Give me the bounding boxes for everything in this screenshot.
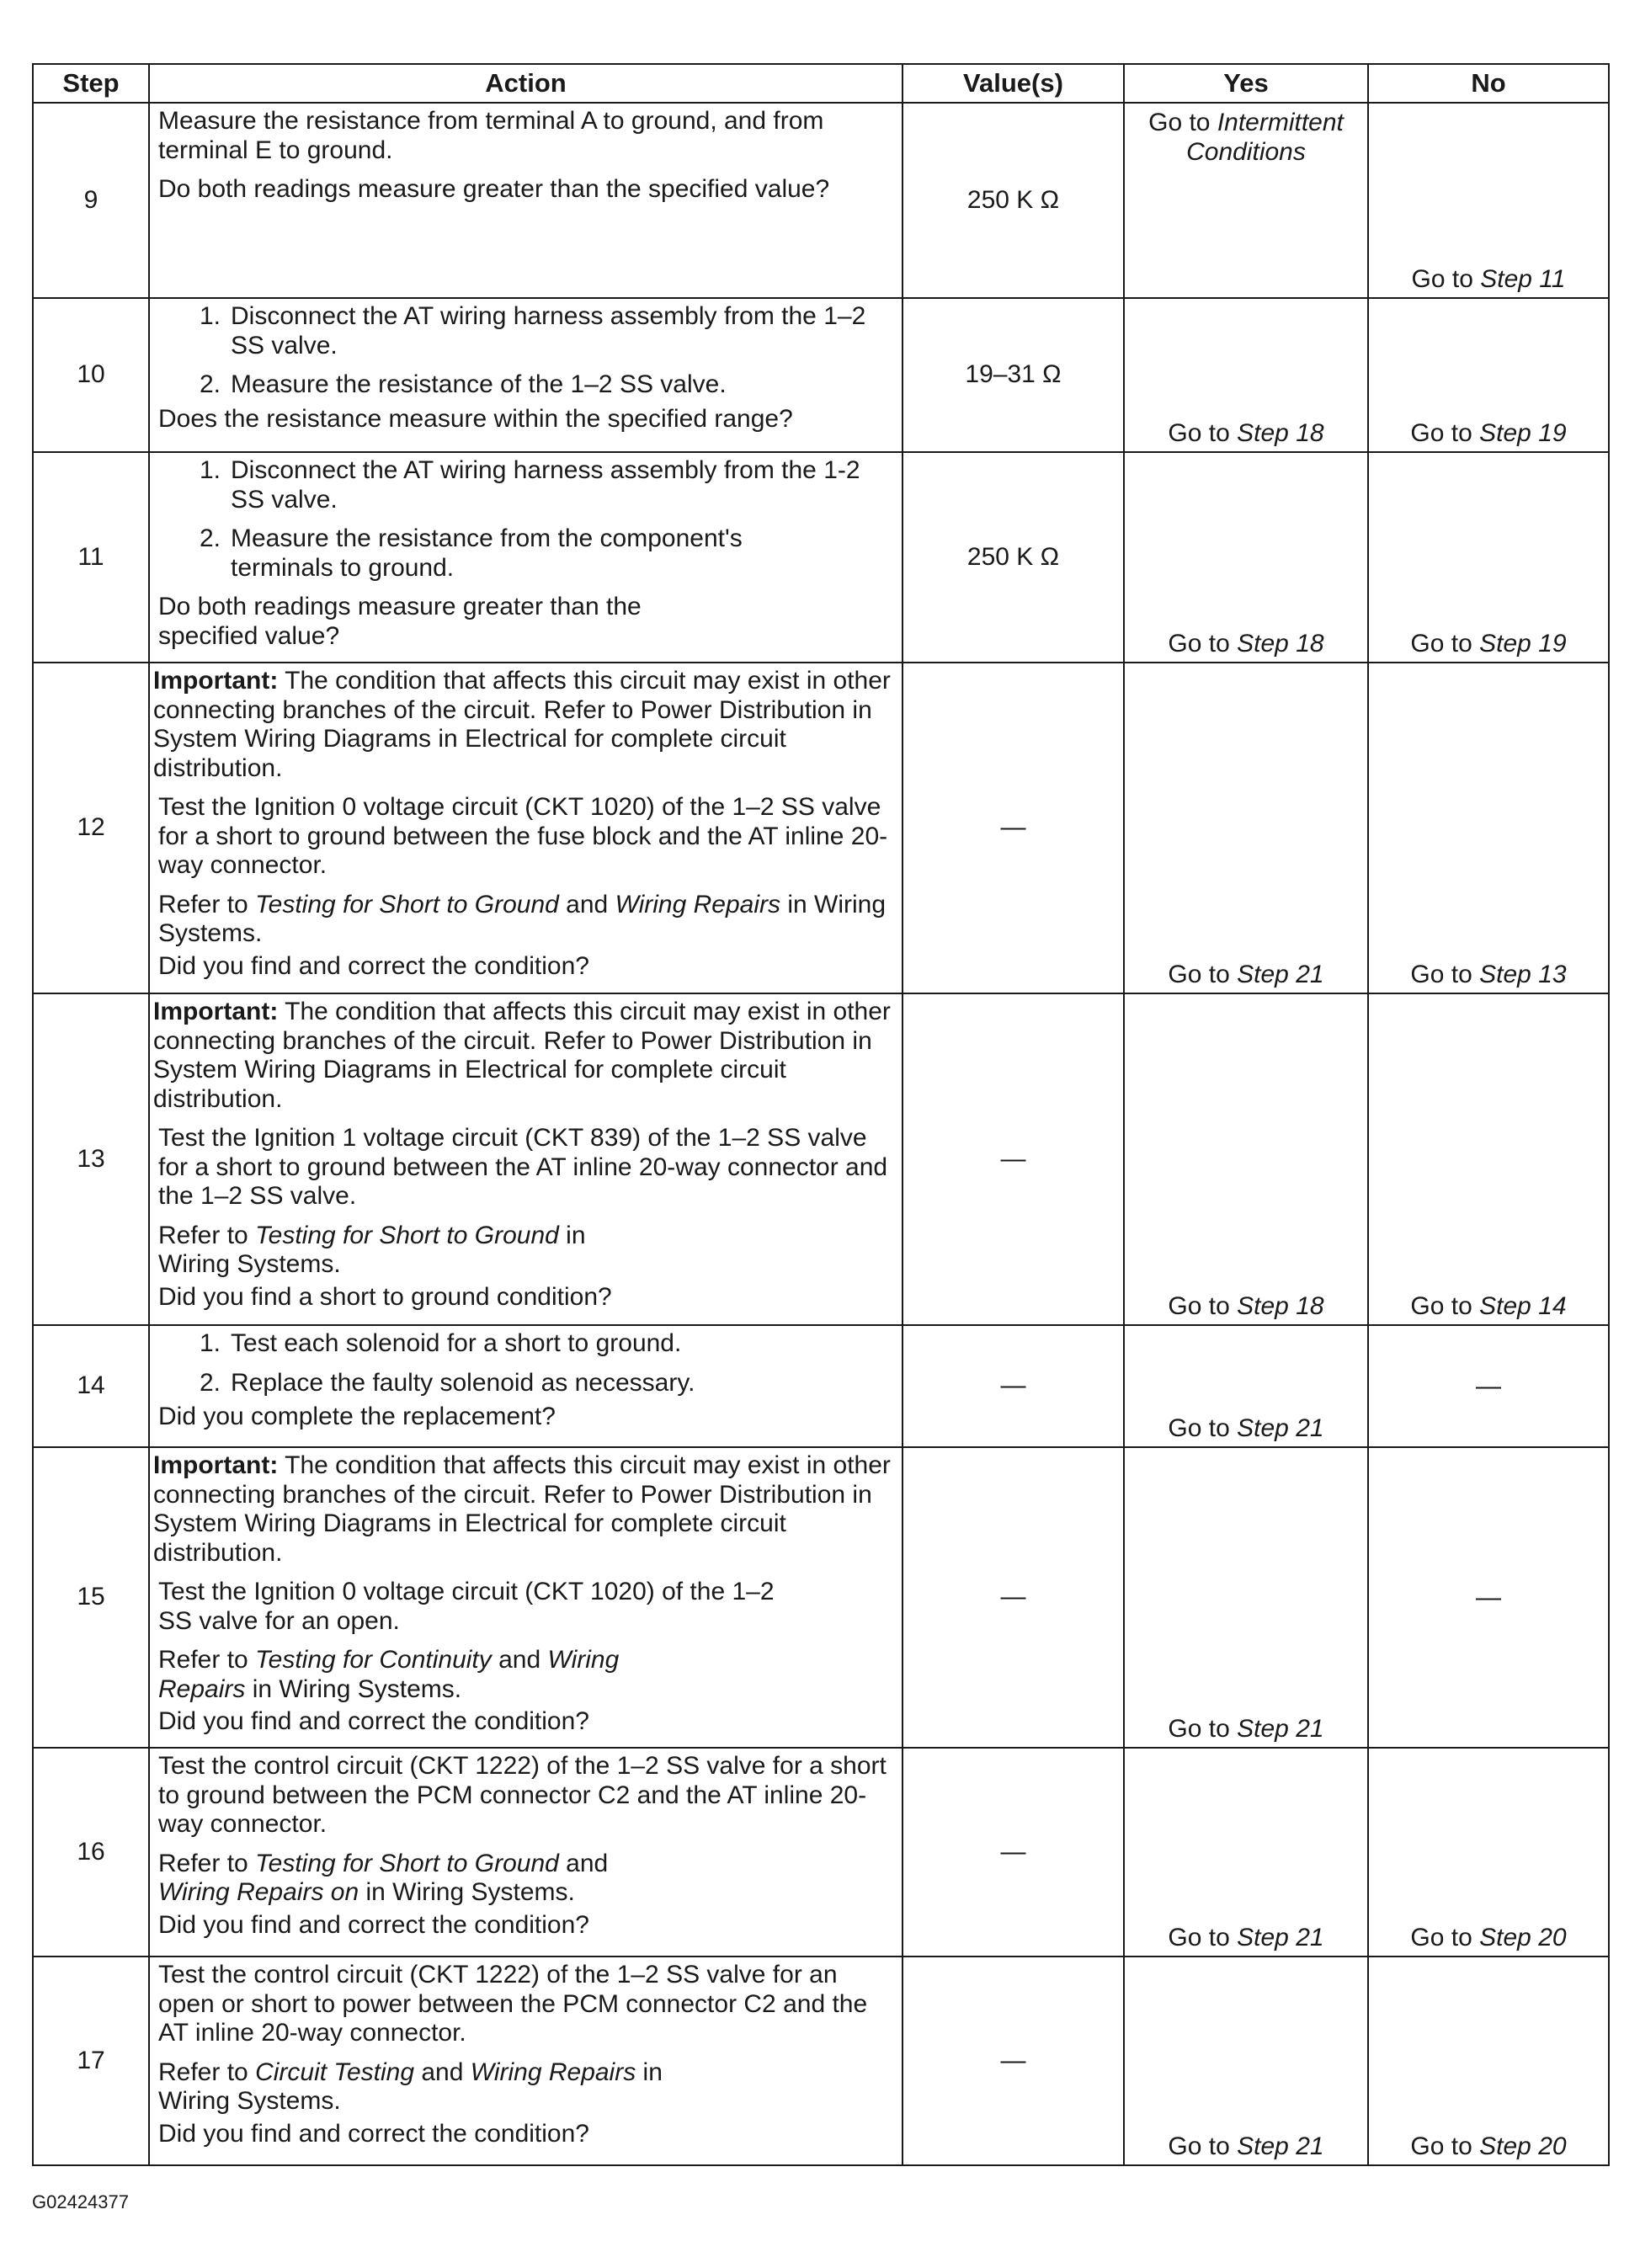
step-number: 10 [33,298,149,452]
action-question: Did you find and correct the condition? [158,951,589,980]
no-cell [1368,452,1609,663]
action-reference: Refer to Testing for Short to Ground in Wiring Systems. [158,1221,586,1278]
yes-cell [1124,103,1368,298]
list-item: 2. Replace the faulty solenoid as necessary. [199,1368,695,1397]
yes-cell [1124,663,1368,993]
value-cell: 250 K Ω [903,103,1124,298]
table-row [33,993,1609,1325]
value-cell: — [903,663,1124,993]
yes-result: Go to Step 21 [1168,960,1324,988]
step-number: 12 [33,663,149,993]
action-cell [149,298,903,452]
table-row [33,1325,1609,1447]
header-action: Action [149,64,903,103]
list-item: 1. Disconnect the AT wiring harness assembly from the 1-2 SS valve. [199,456,860,514]
no-cell [1368,663,1609,993]
table-row [33,663,1609,993]
yes-cell [1124,298,1368,452]
action-cell [149,452,903,663]
action-reference: Refer to Testing for Short to Ground and Wiring Repairs on in Wiring Systems. [158,1849,609,1906]
action-cell [149,663,903,993]
step-number: 11 [33,452,149,663]
yes-result: Go to Step 18 [1168,418,1324,447]
value-cell: 19–31 Ω [903,298,1124,452]
important-note: Important: The condition that affects this circuit may exist in other connecting branches of the circuit. Refer to Power Distribution in System Wiring Diagrams in Electrical for complete circuit distribution. [153,667,891,782]
value-cell: — [903,1748,1124,1957]
action-text: Test the control circuit (CKT 1222) of the 1–2 SS valve for an open or short to power between the PCM connector C2 and the AT inline 20-way connector. [158,1961,868,2047]
value-cell: — [903,1447,1124,1748]
table-row [33,1748,1609,1957]
step-number: 16 [33,1748,149,1957]
no-cell [1368,993,1609,1325]
step-number: 9 [33,103,149,298]
action-cell [149,1447,903,1748]
header-yes: Yes [1124,64,1368,103]
action-text: Test the Ignition 1 voltage circuit (CKT 839) of the 1–2 SS valve for a short to ground between the AT inline 20-way connector and the 1–2 SS valve. [158,1124,888,1210]
yes-result: Go to Step 21 [1168,1923,1324,1951]
action-reference: Refer to Testing for Continuity and Wiring Repairs in Wiring Systems. [158,1646,620,1703]
list-item: 2. Measure the resistance of the 1–2 SS valve. [199,370,727,398]
list-item: 1. Disconnect the AT wiring harness assembly from the 1–2 SS valve. [199,302,866,359]
no-cell [1368,298,1609,452]
no-result: Go to Step 19 [1410,418,1567,447]
no-result: Go to Step 20 [1410,2132,1567,2160]
header-values: Value(s) [903,64,1124,103]
value-cell: 250 K Ω [903,452,1124,663]
diagnostic-table [32,63,1610,2166]
yes-cell [1124,993,1368,1325]
no-result: — [1476,1371,1501,1400]
action-text: Test the control circuit (CKT 1222) of the 1–2 SS valve for a short to ground between the PCM connector C2 and the AT inline 20-way connector. [158,1752,887,1838]
action-text: Test the Ignition 0 voltage circuit (CKT 1020) of the 1–2 SS valve for a short to ground between the fuse block and the AT inline 20-way connector. [158,793,888,879]
step-number: 15 [33,1447,149,1748]
no-cell [1368,1957,1609,2165]
action-reference: Refer to Testing for Short to Ground and Wiring Repairs in Wiring Systems. [158,890,887,947]
action-text: Measure the resistance from terminal A to ground, and from terminal E to ground. [158,107,824,164]
yes-cell [1124,1325,1368,1447]
no-result: Go to Step 11 [1411,264,1566,293]
table-row [33,298,1609,452]
yes-result: Go to Step 21 [1168,1714,1324,1743]
action-text: Test the Ignition 0 voltage circuit (CKT 1020) of the 1–2 SS valve for an open. [158,1578,775,1635]
table-row [33,103,1609,298]
list-item: 2. Measure the resistance from the component's terminals to ground. [199,524,743,582]
important-note: Important: The condition that affects this circuit may exist in other connecting branches of the circuit. Refer to Power Distribution in System Wiring Diagrams in Electrical for complete circuit distribution. [153,1451,891,1567]
action-cell [149,993,903,1325]
yes-result: Go to Intermittent Conditions [1148,109,1344,166]
step-number: 17 [33,1957,149,2165]
action-cell [149,1957,903,2165]
header-no: No [1368,64,1609,103]
no-cell [1368,1447,1609,1748]
yes-cell [1124,1957,1368,2165]
table-row [33,1957,1609,2165]
no-link: Step 11 [1480,264,1566,293]
step-number: 13 [33,993,149,1325]
value-cell: — [903,1325,1124,1447]
yes-cell [1124,452,1368,663]
table-row [33,1447,1609,1748]
figure-id: G02424377 [32,2191,129,2212]
yes-link: Intermittent Conditions [1186,109,1344,166]
action-cell [149,1748,903,1957]
no-cell [1368,1748,1609,1957]
step-number: 14 [33,1325,149,1447]
value-cell: — [903,993,1124,1325]
table-row [33,452,1609,663]
action-question: Did you find and correct the condition? [158,1910,589,1939]
action-question: Do both readings measure greater than the specified value? [158,175,830,203]
no-result: Go to Step 19 [1410,629,1567,658]
yes-result: Go to Step 18 [1168,1291,1324,1320]
action-reference: Refer to Circuit Testing and Wiring Repairs in Wiring Systems. [158,2058,663,2115]
action-question: Did you find and correct the condition? [158,2119,589,2148]
action-question: Did you find and correct the condition? [158,1707,589,1735]
list-item: 1. Test each solenoid for a short to ground. [199,1329,682,1357]
yes-result: Go to Step 18 [1168,629,1324,658]
no-cell [1368,103,1609,298]
yes-cell [1124,1748,1368,1957]
no-result: Go to Step 20 [1410,1923,1567,1951]
table-header-row [33,64,1609,103]
value-cell: — [903,1957,1124,2165]
action-question: Do both readings measure greater than the specified value? [158,593,642,650]
yes-cell [1124,1447,1368,1748]
no-result: Go to Step 14 [1410,1291,1567,1320]
action-cell [149,1325,903,1447]
header-step: Step [33,64,149,103]
action-question: Did you complete the replacement? [158,1403,556,1430]
no-result: Go to Step 13 [1410,960,1567,988]
yes-result: Go to Step 21 [1168,2132,1324,2160]
yes-result: Go to Step 21 [1168,1414,1324,1442]
important-note: Important: The condition that affects this circuit may exist in other connecting branches of the circuit. Refer to Power Distribution in System Wiring Diagrams in Electrical for complete circuit distribution. [153,998,891,1113]
action-question: Did you find a short to ground condition? [158,1282,612,1311]
no-result: — [1476,1583,1501,1611]
no-cell [1368,1325,1609,1447]
action-cell [149,103,903,298]
action-question: Does the resistance measure within the specified range? [158,404,793,433]
